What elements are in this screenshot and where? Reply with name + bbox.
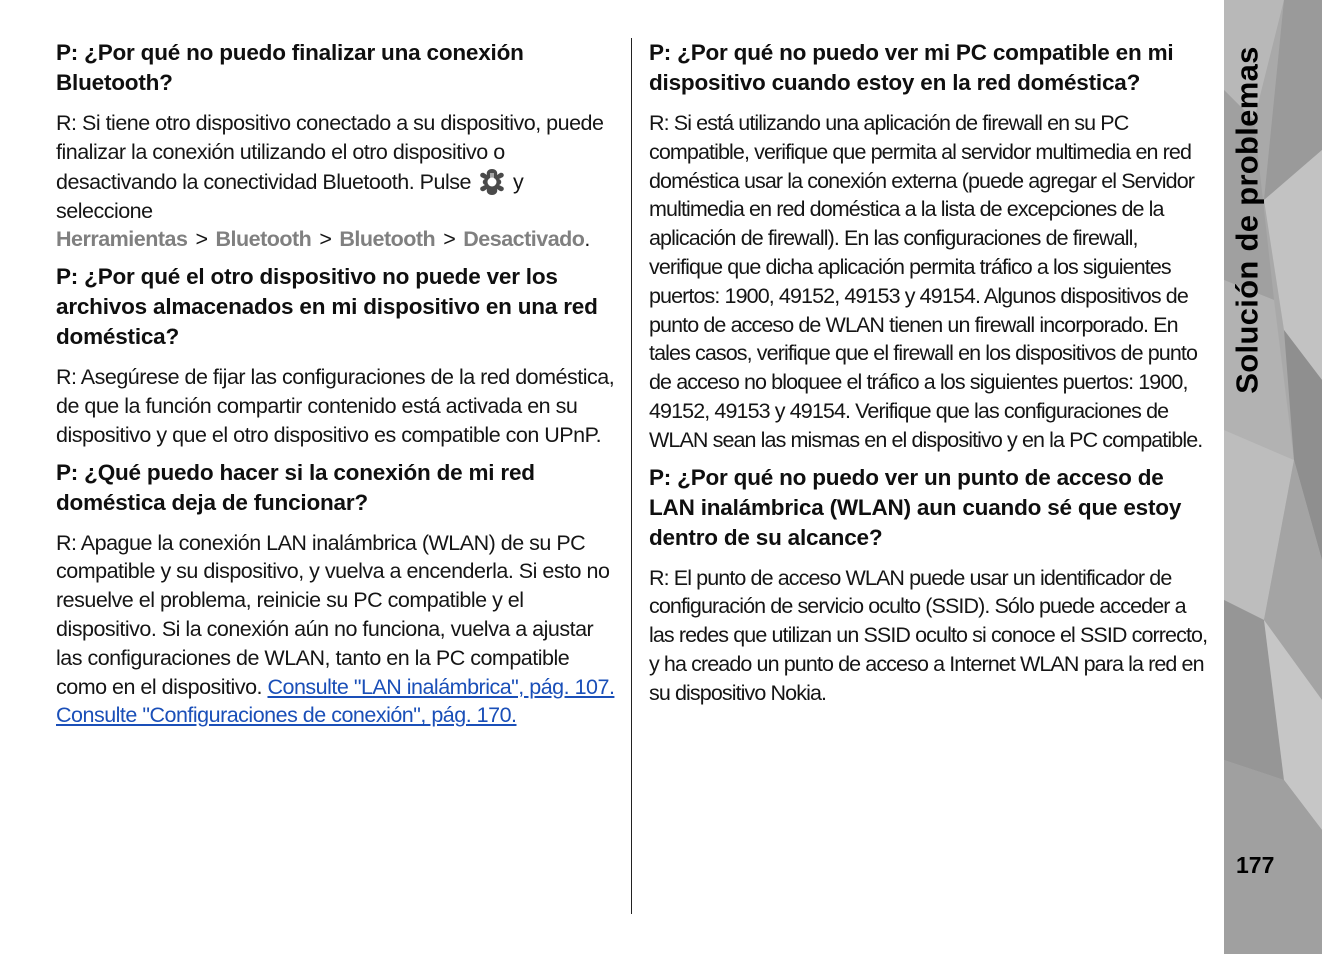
menu-path-separator: > <box>319 227 332 252</box>
section-title-text: Solución de problemas <box>1230 46 1265 394</box>
menu-path-item-bluetooth: Bluetooth <box>215 227 312 252</box>
answer-text: R: Apague la conexión LAN inalámbrica (WLAN) de su PC compatible y su dispositivo, y vuelva a encenderla. Si esto no resuelve el problema, reinicie su PC compatible y el dispositivo. Si la conexión aún no funciona, vuelva a ajustar las configuraciones de WLAN, tanto en la PC compatible como en el dispositivo. <box>56 530 610 699</box>
left-column <box>56 38 618 738</box>
answer-text-select: y seleccione <box>56 169 524 223</box>
menu-path-item-desactivado: Desactivado <box>463 227 585 252</box>
faq-answer-wlan-not-visible: R: El punto de acceso WLAN puede usar un identificador de configuración de servicio oculto (SSID). Sólo puede acceder a las redes que utilizan un SSID oculto si conoce el SSID correcto, y ha creado un punto de acceso a Internet WLAN para la red en su dispositivo Nokia. <box>649 565 1208 705</box>
menu-path-item-herramientas: Herramientas <box>56 227 188 252</box>
faq-question-home-network-files: P: ¿Por qué el otro dispositivo no puede ver los archivos almacenados en mi dispositivo en una red doméstica? <box>56 264 598 350</box>
faq-question-pc-not-visible: P: ¿Por qué no puedo ver mi PC compatible en mi dispositivo cuando estoy en la red doméstica? <box>649 40 1174 95</box>
link-configuraciones-conexion[interactable]: Consulte "Configuraciones de conexión", pág. 170. <box>56 703 517 728</box>
answer-end-period: . <box>584 227 590 252</box>
faq-answer-home-network-stops <box>56 529 618 731</box>
page-number: 177 <box>1236 852 1275 878</box>
answer-text: R: Si tiene otro dispositivo conectado a su dispositivo, puede finalizar la conexión utilizando el otro dispositivo o desactivando la conectividad Bluetooth. Pulse <box>56 111 604 194</box>
menu-key-icon <box>477 167 507 197</box>
faq-answer-home-network-files: R: Asegúrese de fijar las configuraciones de la red doméstica, de que la función compartir contenido está activada en su dispositivo y que el otro dispositivo es compatible con UPnP. <box>56 365 615 447</box>
menu-path-item-bluetooth-2: Bluetooth <box>339 227 436 252</box>
faq-question-bluetooth: P: ¿Por qué no puedo finalizar una conexión Bluetooth? <box>56 40 524 95</box>
column-divider <box>631 38 632 914</box>
section-title <box>1226 30 1270 410</box>
right-column <box>649 38 1211 716</box>
faq-answer-bluetooth <box>56 109 618 254</box>
menu-path-separator: > <box>195 227 208 252</box>
faq-answer-pc-not-visible: R: Si está utilizando una aplicación de firewall en su PC compatible, verifique que permita al servidor multimedia en red doméstica usar la conexión externa (puede agregar el Servidor multimedia en red doméstica a la lista de excepciones de la aplicación de firewall). En las configuraciones de firewall, verifique que dicha aplicación permita tráfico a los siguientes puertos: 1900, 49152, 49153 y 49154. Algunos dispositivos de punto de acceso de WLAN tienen un firewall incorporado. En tales casos, verifique que el firewall en los dispositivos de punto de acceso no bloquee el tráfico a los siguientes puertos: 1900, 49152, 49153 y 49154. Verifique que las configuraciones de WLAN sean las mismas en el dispositivo y en la PC compatible. <box>649 111 1203 452</box>
link-lan-inalambrica[interactable]: Consulte "LAN inalámbrica", pág. 107. <box>267 674 615 699</box>
faq-question-wlan-not-visible: P: ¿Por qué no puedo ver un punto de acceso de LAN inalámbrica (WLAN) aun cuando sé que estoy dentro de su alcance? <box>649 464 1182 550</box>
faq-question-home-network-stops: P: ¿Qué puedo hacer si la conexión de mi red doméstica deja de funcionar? <box>56 459 535 515</box>
menu-path-separator: > <box>443 227 456 252</box>
